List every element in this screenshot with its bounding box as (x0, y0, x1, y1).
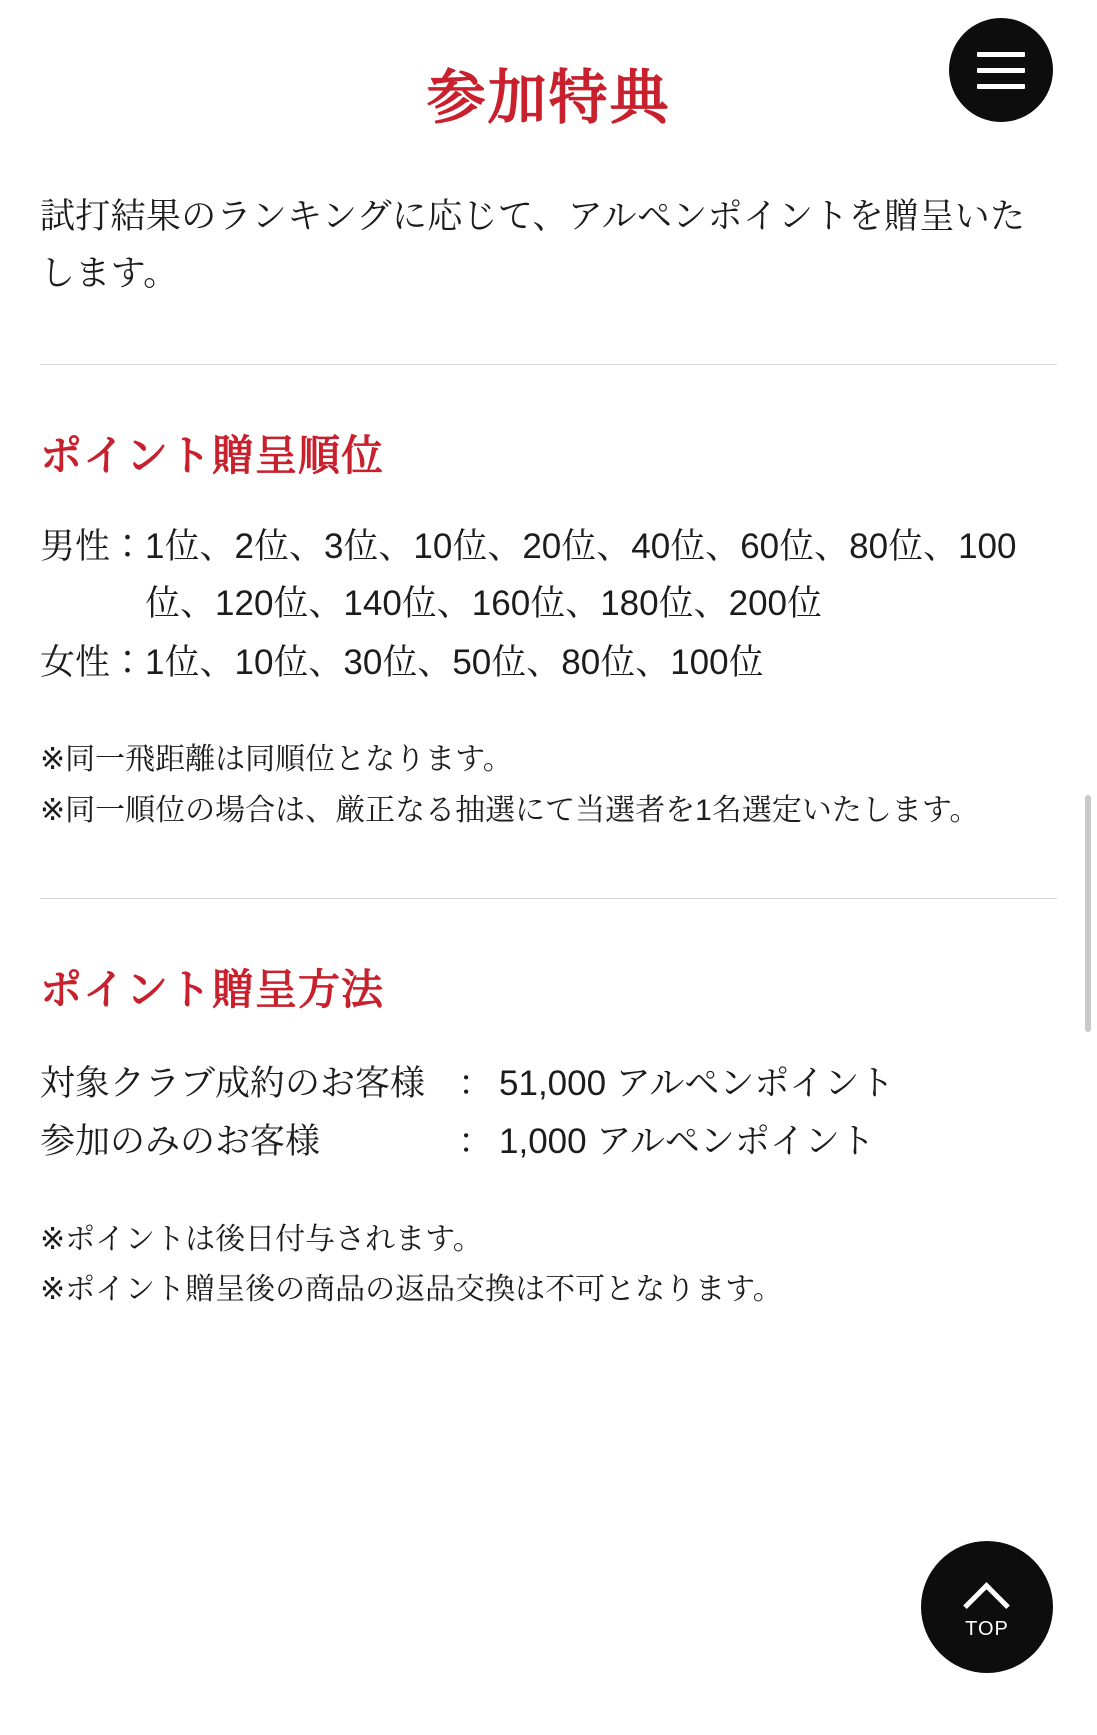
ranking-note-2: ※同一順位の場合は、厳正なる抽選にて当選者を1名選定いたします。 (40, 793, 980, 827)
method-separator-contract: ： (458, 1064, 494, 1104)
method-separator-participation: ： (458, 1121, 494, 1161)
ranking-list (40, 519, 1057, 691)
hamburger-menu-icon (977, 52, 1025, 57)
ranking-row-male (40, 519, 1057, 632)
scroll-to-top-label: TOP (965, 1618, 1009, 1640)
method-list (40, 1055, 1057, 1171)
scrollbar-thumb[interactable] (1085, 795, 1091, 1032)
section-heading-ranking: ポイント贈呈順位 (40, 432, 385, 480)
hamburger-menu-icon (977, 68, 1025, 73)
section-heading-method: ポイント贈呈方法 (40, 966, 385, 1014)
method-note-1: ※ポイントは後日付与されます。 (40, 1222, 483, 1256)
ranking-values-female: 1位、10位、30位、50位、80位、100位 (145, 642, 764, 682)
ranking-label-male: 男性： (40, 527, 146, 567)
ranking-row-female (40, 635, 1057, 692)
ranking-note-1: ※同一飛距離は同順位となります。 (40, 743, 513, 777)
hamburger-menu-button[interactable] (949, 18, 1053, 122)
method-row-contract (40, 1055, 1057, 1113)
method-value-contract: 51,000 アルペンポイント (499, 1064, 895, 1104)
method-value-participation: 1,000 アルペンポイント (499, 1121, 875, 1161)
method-notes (40, 1215, 1057, 1316)
method-name-contract: 対象クラブ成約のお客様 (40, 1064, 426, 1104)
hamburger-menu-icon (977, 84, 1025, 89)
page-title: 参加特典 (426, 65, 671, 131)
lead-paragraph: 試打結果のランキングに応じて、アルペンポイントを贈呈いたします。 (40, 196, 1026, 293)
method-name-participation: 参加のみのお客様 (40, 1121, 321, 1161)
method-row-participation (40, 1113, 1057, 1171)
scroll-to-top-button[interactable] (921, 1541, 1053, 1673)
section-divider-2 (40, 898, 1057, 899)
ranking-notes (40, 735, 1057, 836)
ranking-values-male: 1位、2位、3位、10位、20位、40位、60位、80位、100位、120位、140位、160位、180位、200位 (145, 527, 1017, 623)
section-divider (40, 364, 1057, 365)
ranking-label-female: 女性： (40, 642, 146, 682)
chevron-up-icon (964, 1580, 1010, 1606)
method-note-2: ※ポイント贈呈後の商品の返品交換は不可となります。 (40, 1273, 783, 1306)
